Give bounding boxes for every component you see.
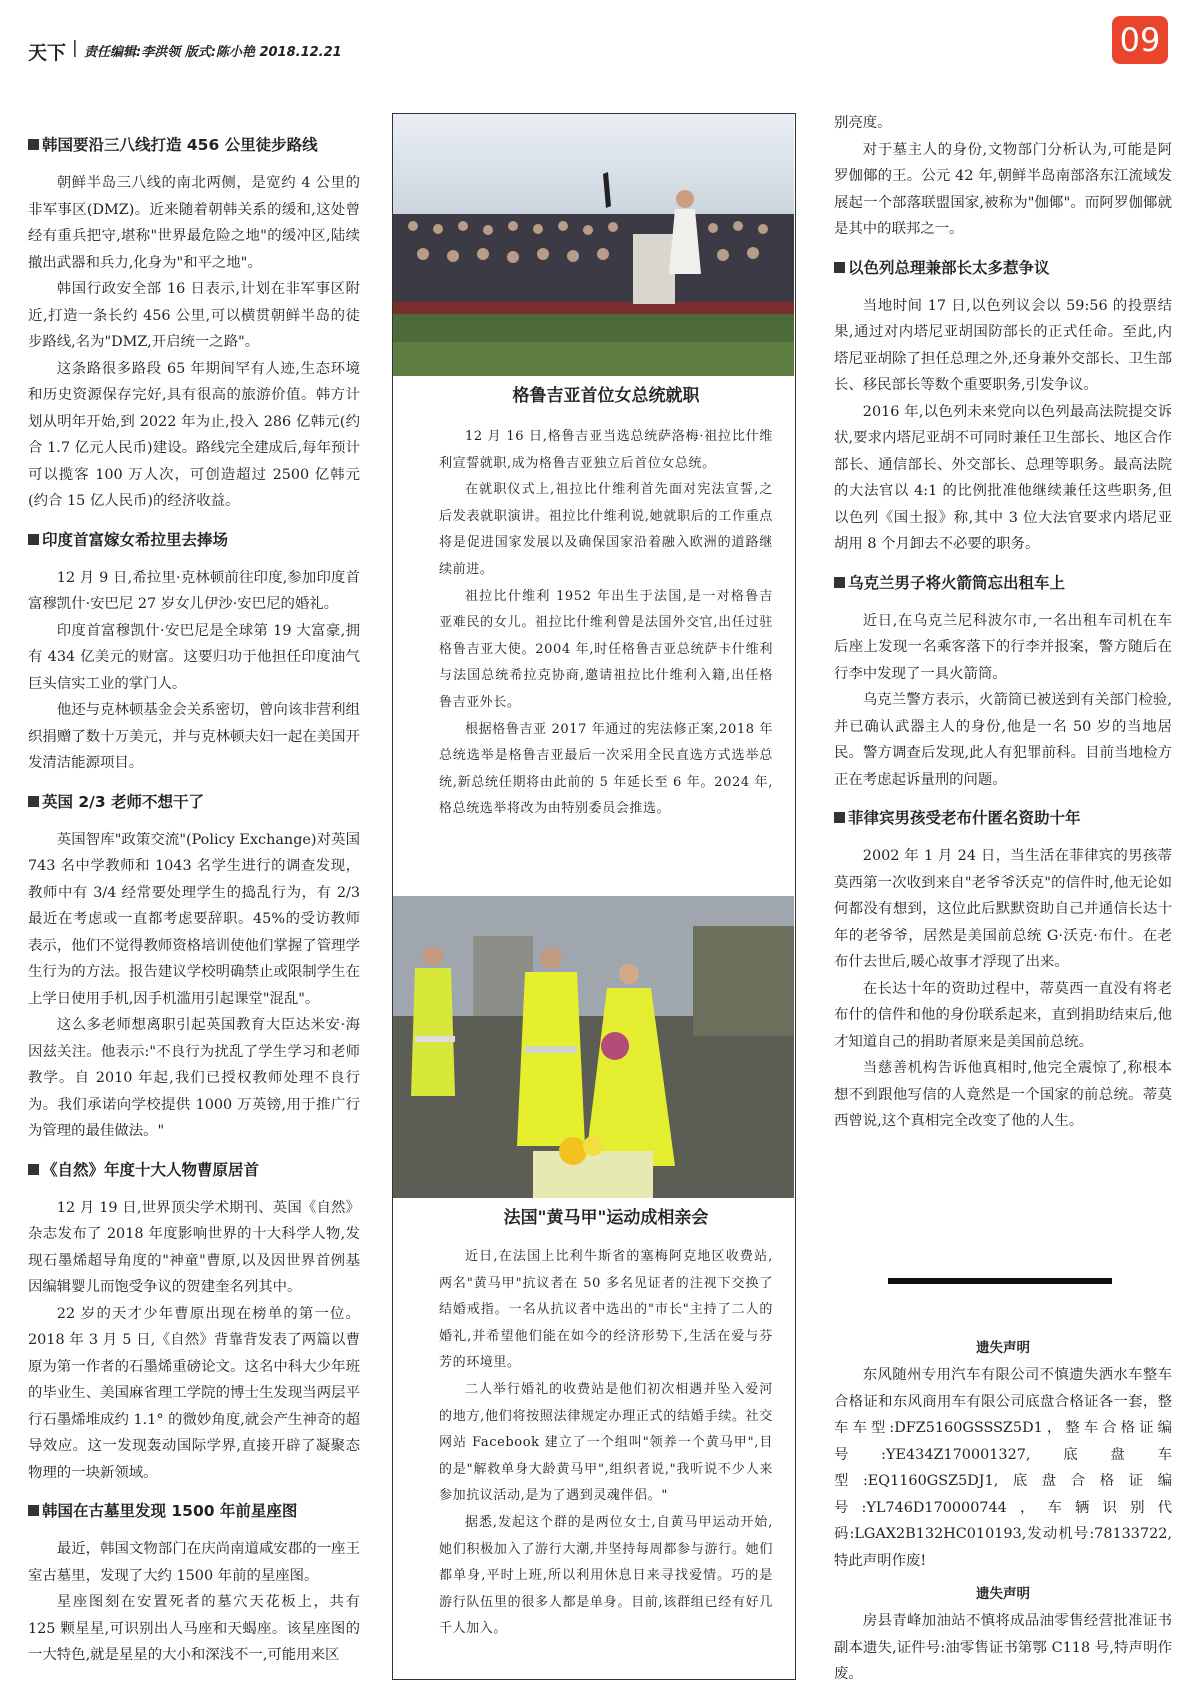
square-bullet-icon — [28, 1164, 39, 1175]
feature-headline: 格鲁吉亚首位女总统就职 — [512, 386, 700, 406]
article-paragraph: 12 月 19 日,世界顶尖学术期刊、英国《自然》杂志发布了 2018 年度影响世界的十大科学人物,发现石墨烯超导角度的"神童"曹原,以及因世界首例基因编辑婴儿而饱受争议的贺建奎名列其中。 — [28, 1199, 360, 1295]
article-paragraph: 近日,在法国上比利牛斯省的塞梅阿克地区收费站,两名"黄马甲"抗议者在 50 多名见证者的注视下交换了结婚戒指。一名从抗议者中选出的"市长"主持了二人的婚礼,并希望他们能在如今的经济形势下,生活在爱与芬芳的环境里。 — [439, 1249, 773, 1371]
article-paragraph: 最近，韩国文物部门在庆尚南道咸安郡的一座王室古墓里，发现了大约 1500 年前的星座图。 — [28, 1541, 360, 1584]
feature-box — [392, 113, 796, 1680]
feature-headline: 法国"黄马甲"运动成相亲会 — [503, 1208, 709, 1228]
editor-credits: 责任编辑:李洪领 版式:陈小艳 2018.12.21 — [84, 45, 342, 60]
article-paragraph: 当地时间 17 日,以色列议会以 59:56 的投票结果,通过对内塔尼亚胡国防部长的正式任命。至此,内塔尼亚胡除了担任总理之外,还身兼外交部长、卫生部长、移民部长等数个重要职务,引发争议。 — [834, 297, 1172, 393]
article-paragraph: 二人举行婚礼的收费站是他们初次相遇并坠入爱河的地方,他们将按照法律规定办理正式的结婚手续。社交网站 Facebook 建立了一个组叫"领养一个黄马甲",目的是"解救单身大龄黄马甲",组织者说,"我听说不少人来参加抗议活动,是为了遇到灵魂伴侣。" — [439, 1381, 773, 1504]
notice-title: 遗失声明 — [976, 1586, 1030, 1602]
feature-article-2 — [439, 1206, 773, 1643]
article-paragraph: 根据格鲁吉亚 2017 年通过的宪法修正案,2018 年总统选举是格鲁吉亚最后一次采用全民直选方式选举总统,新总统任期将由此前的 5 年延长至 6 年。2024 年,格总统选举将改为由特别委员会推选。 — [439, 721, 773, 817]
article-paragraph: 2016 年,以色列未来党向以色列最高法院提交诉状,要求内塔尼亚胡不可同时兼任卫生部长、地区合作部长、通信部长、外交部长、总理等职务。最高法院的大法官以 4:1 的比例批准他继续兼任这些职务,但以色列《国土报》称,其中 3 位大法官要求内塔尼亚胡用 8 个月卸去不必要的职务。 — [834, 403, 1172, 552]
article-headline: 《自然》年度十大人物曹原居首 — [28, 1159, 360, 1181]
lost-notice — [834, 1582, 1172, 1688]
article-paragraph: 在就职仪式上,祖拉比什维利首先面对宪法宣誓,之后发表就职演讲。祖拉比什维利说,她就职后的工作重点将是促进国家发展以及确保国家沿着融入欧洲的道路继续前进。 — [439, 482, 773, 577]
article-paragraph: 2002 年 1 月 24 日，当生活在菲律宾的男孩蒂莫西第一次收到来自"老爷爷沃克"的信件时,他无论如何都没有想到，这位此后默默资助自己并通信长达十年的老爷爷，居然是美国前总统 G·沃克·布什。在老布什去世后,暖心故事才浮现了出来。 — [834, 848, 1172, 970]
square-bullet-icon — [28, 1505, 39, 1516]
article-paragraph: 他还与克林顿基金会关系密切，曾向该非营利组织捐赠了数十万美元，并与克林顿夫妇一起在美国开发清洁能源项目。 — [28, 702, 360, 771]
article-paragraph: 22 岁的天才少年曹原出现在榜单的第一位。2018 年 3 月 5 日,《自然》背靠背发表了两篇以曹原为第一作者的石墨烯重磅论文。这名中科大少年班的毕业生、美国麻省理工学院的博士生发现当两层平行石墨烯堆成约 1.1° 的微妙角度,就会产生神奇的超导效应。这一发现轰动国际学界,直接开辟了凝聚态物理的一块新领域。 — [28, 1305, 360, 1481]
article-headline: 菲律宾男孩受老布什匿名资助十年 — [834, 807, 1172, 829]
article-paragraph: 祖拉比什维利 1952 年出生于法国,是一对格鲁吉亚难民的女儿。祖拉比什维利曾是法国外交官,出任过驻格鲁吉亚大使。2004 年,时任格鲁吉亚总统萨卡什维利与法国总统希拉克协商,邀请祖拉比什维利入籍,出任格鲁吉亚外长。 — [439, 588, 773, 710]
inauguration-photo — [393, 114, 794, 376]
article-headline: 英国 2/3 老师不想干了 — [28, 791, 360, 813]
notice-text: 东风随州专用汽车有限公司不慎遗失洒水车整车合格证和东风商用车有限公司底盘合格证各一套，整车车型:DFZ5160GSSSZ5D1，整车合格证编号:YE434Z170001327,底盘车型:EQ1160GSZ5DJ1,底盘合格证编号:YL746D170000744，车辆识别代码:LGAX2B132HC010193,发动机号:78133722,特此声明作废! — [834, 1367, 1172, 1569]
article-paragraph: 朝鲜半岛三八线的南北两侧，是宽约 4 公里的非军事区(DMZ)。近来随着朝韩关系的缓和,这处曾经有重兵把守,堪称"世界最危险之地"的缓冲区,陆续撤出武器和兵力,化身为"和平之地"。 — [28, 175, 360, 271]
article-paragraph: 这么多老师想离职引起英国教育大臣达米安·海因兹关注。他表示:"不良行为扰乱了学生学习和老师教学。自 2010 年起,我们已授权教师处理不良行为。我们承诺向学校提供 1000 万英镑,用于推广行为管理的最佳做法。" — [28, 1017, 360, 1139]
article-paragraph: 12 月 9 日,希拉里·克林顿前往印度,参加印度首富穆凯什·安巴尼 27 岁女儿伊沙·安巴尼的婚礼。 — [28, 569, 360, 612]
lost-notice — [834, 1336, 1172, 1574]
article-paragraph: 英国智库"政策交流"(Policy Exchange)对英国 743 名中学教师和 1043 名学生进行的调查发现，教师中有 3/4 经常要处理学生的捣乱行为，有 2/3 最近在考虑或一直都考虑要辞职。45%的受访教师表示，他们不觉得教师资格培训使他们掌握了管理学生行为的方法。报告建议学校明确禁止或限制学生在上学日使用手机,因手机滥用引起课堂"混乱"。 — [28, 831, 360, 1007]
left-column — [28, 120, 360, 1669]
article-paragraph: 这条路很多路段 65 年期间罕有人迹,生态环境和历史资源保存完好,具有很高的旅游价值。韩方计划从明年开始,到 2022 年为止,投入 286 亿韩元(约合 1.7 亿元人民币)建设。路线完全建成后,每年预计可以揽客 100 万人次，可创造超过 2500 亿韩元(约合 15 亿人民币)的经济收益。 — [28, 360, 360, 509]
section-name: 天下 — [28, 42, 67, 64]
article-headline: 乌克兰男子将火箭筒忘出租车上 — [834, 572, 1172, 594]
divider-rule — [888, 1278, 1112, 1284]
article-paragraph: 韩国行政安全部 16 日表示,计划在非军事区附近,打造一条长约 456 公里,可以横贯朝鲜半岛的徒步路线,名为"DMZ,开启统一之路"。 — [28, 281, 360, 350]
article-paragraph: 近日,在乌克兰尼科波尔市,一名出租车司机在车后座上发现一名乘客落下的行李并报案，警方随后在行李中发现了一具火箭筒。 — [834, 612, 1172, 682]
page-header — [0, 0, 1200, 100]
square-bullet-icon — [834, 262, 845, 273]
article-paragraph: 星座图刻在安置死者的墓穴天花板上，共有 125 颗星星,可识别出人马座和天蝎座。该星座图的一大特色,就是星星的大小和深浅不一,可能用来区 — [28, 1594, 360, 1663]
article-headline: 以色列总理兼部长太多惹争议 — [834, 257, 1172, 279]
article-paragraph: 在长达十年的资助过程中，蒂莫西一直没有将老布什的信件和他的身份联系起来，直到捐助结束后,他才知道自己的捐助者原来是美国前总统。 — [834, 980, 1172, 1050]
notice-title: 遗失声明 — [976, 1340, 1030, 1356]
article-paragraph: 12 月 16 日,格鲁吉亚当选总统萨洛梅·祖拉比什维利宣誓就职,成为格鲁吉亚独立后首位女总统。 — [439, 429, 773, 471]
right-column — [834, 110, 1172, 1135]
article-paragraph: 别亮度。 — [834, 115, 892, 131]
square-bullet-icon — [28, 139, 39, 150]
article-paragraph: 据悉,发起这个群的是两位女士,自黄马甲运动开始,她们积极加入了游行大潮,并坚持每周都参与游行。她们都单身,平时上班,所以利用休息日来寻找爱情。巧的是游行队伍里的很多人都是单身。目前,该群组已经有好几千人加入。 — [439, 1514, 773, 1637]
header-separator: | — [72, 38, 78, 58]
square-bullet-icon — [28, 534, 39, 545]
article-headline: 韩国要沿三八线打造 456 公里徒步路线 — [28, 134, 360, 156]
notice-text: 房县青峰加油站不慎将成品油零售经营批准证书副本遗失,证件号:油零售证书第鄂 C118 号,特声明作废。 — [834, 1613, 1172, 1682]
square-bullet-icon — [834, 812, 845, 823]
square-bullet-icon — [28, 796, 39, 807]
page-number-badge: 09 — [1112, 16, 1168, 64]
article-headline: 韩国在古墓里发现 1500 年前星座图 — [28, 1500, 360, 1522]
yellow-vest-wedding-photo — [393, 896, 794, 1198]
square-bullet-icon — [834, 577, 845, 588]
article-paragraph: 印度首富穆凯什·安巴尼是全球第 19 大富豪,拥有 434 亿美元的财富。这要归功于他担任印度油气巨头信实工业的掌门人。 — [28, 622, 360, 692]
article-paragraph: 当慈善机构告诉他真相时,他完全震惊了,称根本想不到跟他写信的人竟然是一个国家的前总统。蒂莫西曾说,这个真相完全改变了他的人生。 — [834, 1060, 1172, 1129]
feature-article-1 — [439, 384, 773, 823]
article-headline: 印度首富嫁女希拉里去捧场 — [28, 529, 360, 551]
article-paragraph: 乌克兰警方表示，火箭筒已被送到有关部门检验,并已确认武器主人的身份,他是一名 50 岁的当地居民。警方调查后发现,此人有犯罪前科。目前当地检方正在考虑起诉量刑的问题。 — [834, 692, 1172, 788]
article-paragraph: 对于墓主人的身份,文物部门分析认为,可能是阿罗伽倻的王。公元 42 年,朝鲜半岛南部洛东江流域发展起一个部落联盟国家,被称为"伽倻"。而阿罗伽倻就是其中的联邦之一。 — [834, 141, 1172, 237]
